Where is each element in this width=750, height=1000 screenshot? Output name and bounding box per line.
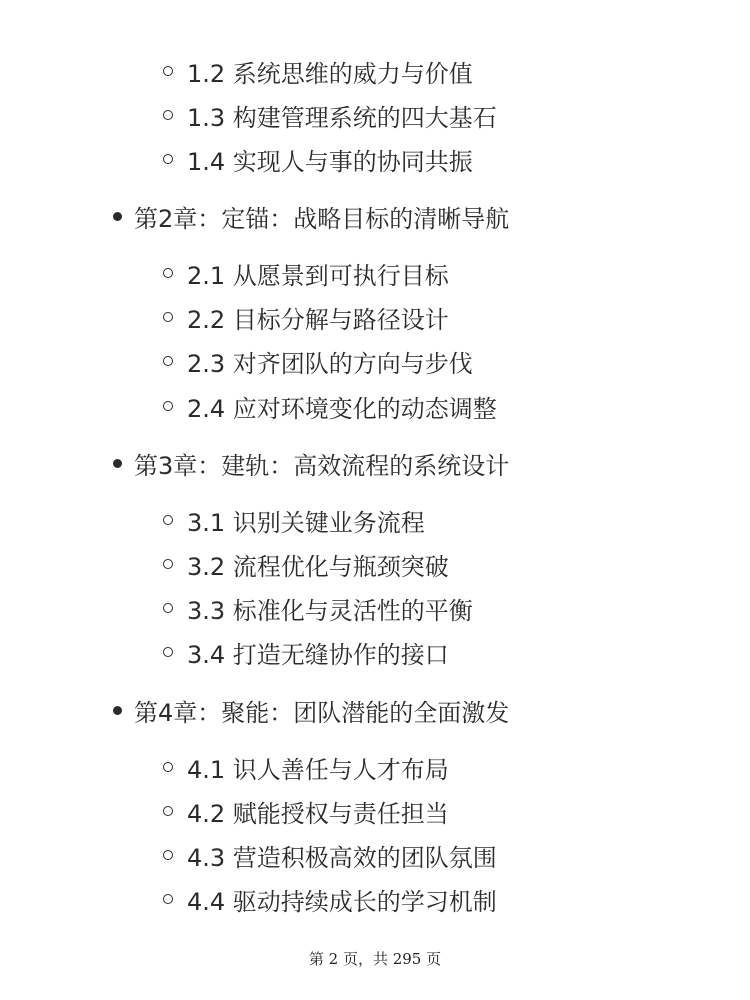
toc-section-3-4	[163, 632, 449, 672]
toc-entry-text: 第3章：建轨：高效流程的系统设计	[134, 451, 510, 480]
disc-bullet-icon	[113, 706, 122, 715]
circle-bullet-icon	[163, 110, 173, 120]
toc-entry-text: 2.1 从愿景到可执行目标	[187, 261, 449, 290]
circle-bullet-icon	[163, 762, 173, 772]
circle-bullet-icon	[163, 312, 173, 322]
toc-section-3-3	[163, 588, 473, 628]
toc-section-3-2	[163, 544, 449, 584]
toc-entry-text: 第4章：聚能：团队潜能的全面激发	[134, 698, 510, 727]
circle-bullet-icon	[163, 66, 173, 76]
toc-section-4-2	[163, 791, 449, 831]
circle-bullet-icon	[163, 559, 173, 569]
toc-section-2-4	[163, 386, 497, 426]
circle-bullet-icon	[163, 268, 173, 278]
circle-bullet-icon	[163, 806, 173, 816]
toc-entry-text: 4.3 营造积极高效的团队氛围	[187, 843, 497, 872]
toc-chapter-2	[113, 196, 509, 236]
toc-entry-text: 3.4 打造无缝协作的接口	[187, 640, 449, 669]
circle-bullet-icon	[163, 401, 173, 411]
toc-entry-text: 3.1 识别关键业务流程	[187, 508, 425, 537]
toc-entry-text: 3.2 流程优化与瓶颈突破	[187, 552, 449, 581]
toc-entry-text: 4.4 驱动持续成长的学习机制	[187, 887, 497, 916]
toc-section-1-2	[163, 51, 473, 91]
toc-section-4-3	[163, 835, 497, 875]
toc-section-1-3	[163, 95, 497, 135]
toc-entry-text: 1.2 系统思维的威力与价值	[187, 59, 473, 88]
toc-entry-text: 2.4 应对环境变化的动态调整	[187, 394, 497, 423]
circle-bullet-icon	[163, 647, 173, 657]
circle-bullet-icon	[163, 894, 173, 904]
circle-bullet-icon	[163, 356, 173, 366]
toc-entry-text: 1.3 构建管理系统的四大基石	[187, 103, 497, 132]
toc-entry-text: 4.1 识人善任与人才布局	[187, 755, 449, 784]
toc-entry-text: 1.4 实现人与事的协同共振	[187, 147, 473, 176]
disc-bullet-icon	[113, 459, 122, 468]
circle-bullet-icon	[163, 154, 173, 164]
toc-section-3-1	[163, 500, 425, 540]
circle-bullet-icon	[163, 603, 173, 613]
toc-section-4-1	[163, 747, 449, 787]
toc-section-2-1	[163, 253, 449, 293]
toc-entry-text: 3.3 标准化与灵活性的平衡	[187, 596, 473, 625]
circle-bullet-icon	[163, 850, 173, 860]
toc-section-1-4	[163, 139, 473, 179]
toc-chapter-3	[113, 443, 509, 483]
disc-bullet-icon	[113, 212, 122, 221]
page-number-footer: 第 2 页，共 295 页	[308, 950, 442, 968]
toc-section-2-3	[163, 341, 473, 381]
toc-section-4-4	[163, 879, 497, 919]
toc-entry-text: 2.3 对齐团队的方向与步伐	[187, 349, 473, 378]
toc-entry-text: 4.2 赋能授权与责任担当	[187, 799, 449, 828]
circle-bullet-icon	[163, 515, 173, 525]
toc-section-2-2	[163, 297, 449, 337]
toc-entry-text: 第2章：定锚：战略目标的清晰导航	[134, 204, 510, 233]
toc-chapter-4	[113, 690, 509, 730]
toc-entry-text: 2.2 目标分解与路径设计	[187, 305, 449, 334]
